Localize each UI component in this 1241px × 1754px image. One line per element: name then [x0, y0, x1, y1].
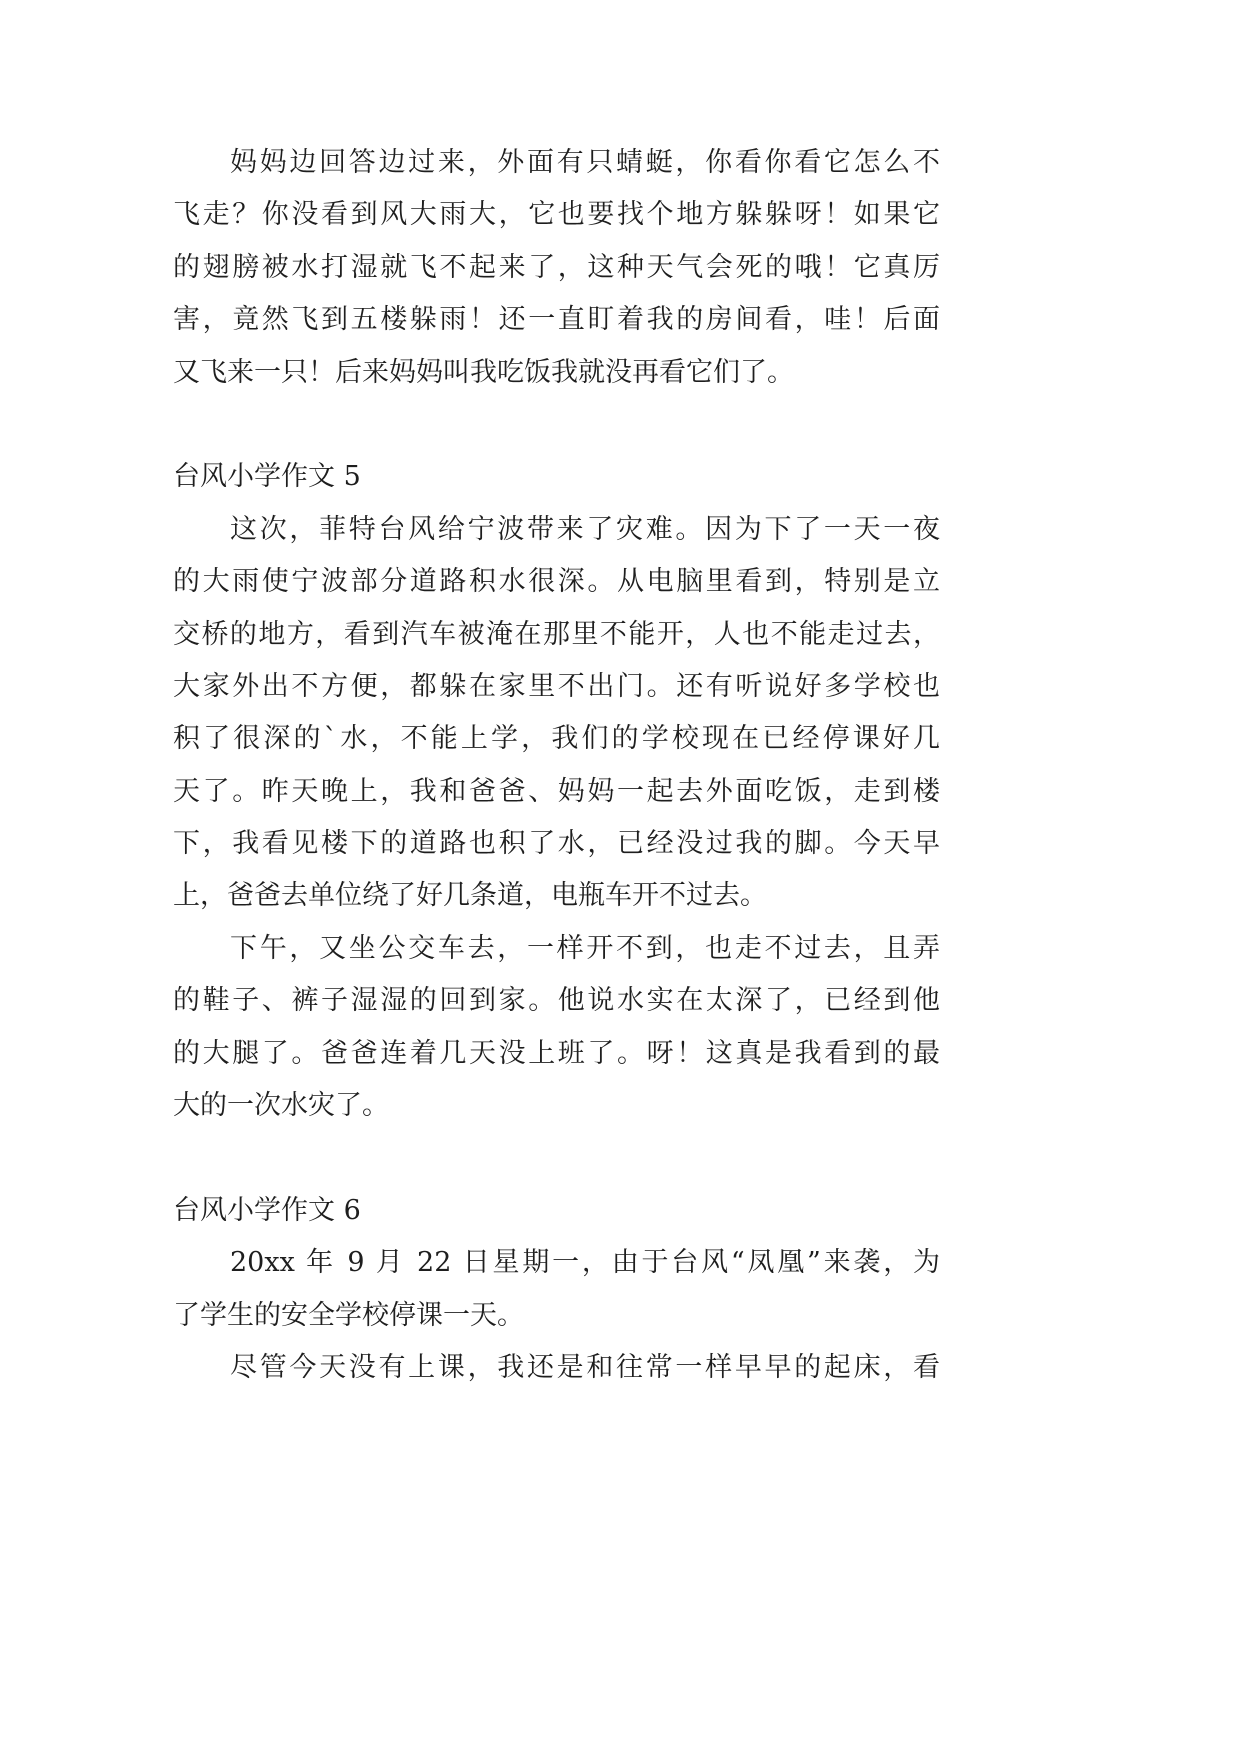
- paragraph: [173, 1342, 940, 1394]
- section-heading: 台风小学作文 6: [173, 1194, 361, 1226]
- paragraph-line: 的鞋子、裤子湿湿的回到家。他说水实在太深了，已经到他: [173, 985, 940, 1017]
- paragraph-line: 上，爸爸去单位绕了好几条道，电瓶车开不过去。: [173, 880, 767, 912]
- blank-line: [173, 1132, 940, 1184]
- section-heading: 台风小学作文 5: [173, 461, 361, 493]
- paragraph-line: 大的一次水灾了。: [173, 1090, 389, 1122]
- paragraph-line: 飞走？你没看到风大雨大，它也要找个地方躲躲呀！如果它: [173, 199, 940, 231]
- paragraph-line: 害，竟然飞到五楼躲雨！还一直盯着我的房间看，哇！后面: [173, 304, 940, 336]
- paragraph-line: 下午，又坐公交车去，一样开不到，也走不过去，且弄: [230, 932, 940, 964]
- paragraph-line: 尽管今天没有上课，我还是和往常一样早早的起床，看: [230, 1351, 940, 1383]
- paragraph-line: 这次，菲特台风给宁波带来了灾难。因为下了一天一夜: [230, 513, 940, 545]
- paragraph-line: 交桥的地方，看到汽车被淹在那里不能开，人也不能走过去，: [173, 618, 940, 650]
- paragraph-line: 大家外出不方便，都躲在家里不出门。还有听说好多学校也: [173, 670, 940, 702]
- paragraph-line: 又飞来一只！后来妈妈叫我吃饭我就没再看它们了。: [173, 356, 794, 388]
- paragraph-line: 积了很深的`水，不能上学，我们的学校现在已经停课好几: [173, 723, 940, 755]
- paragraph-line: 20xx 年 9 月 22 日星期一，由于台风“凤凰”来袭，为: [230, 1247, 940, 1279]
- paragraph: [173, 504, 940, 923]
- paragraph: [173, 1237, 940, 1342]
- paragraph-line: 妈妈边回答边过来，外面有只蜻蜓，你看你看它怎么不: [230, 147, 940, 178]
- paragraph-line: 的大腿了。爸爸连着几天没上班了。呀！这真是我看到的最: [173, 1037, 940, 1069]
- paragraph: [173, 923, 940, 1133]
- paragraph-line: 的翅膀被水打湿就飞不起来了，这种天气会死的哦！它真厉: [173, 251, 940, 283]
- paragraph-line: 下，我看见楼下的道路也积了水，已经没过我的脚。今天早: [173, 828, 940, 860]
- paragraph-line: 了学生的安全学校停课一天。: [173, 1299, 524, 1331]
- paragraph-line: 的大雨使宁波部分道路积水很深。从电脑里看到，特别是立: [173, 566, 940, 598]
- paragraph: [173, 137, 940, 399]
- blank-line: [173, 399, 940, 451]
- document-page: [173, 137, 940, 1394]
- paragraph-line: 天了。昨天晚上，我和爸爸、妈妈一起去外面吃饭，走到楼: [173, 775, 940, 807]
